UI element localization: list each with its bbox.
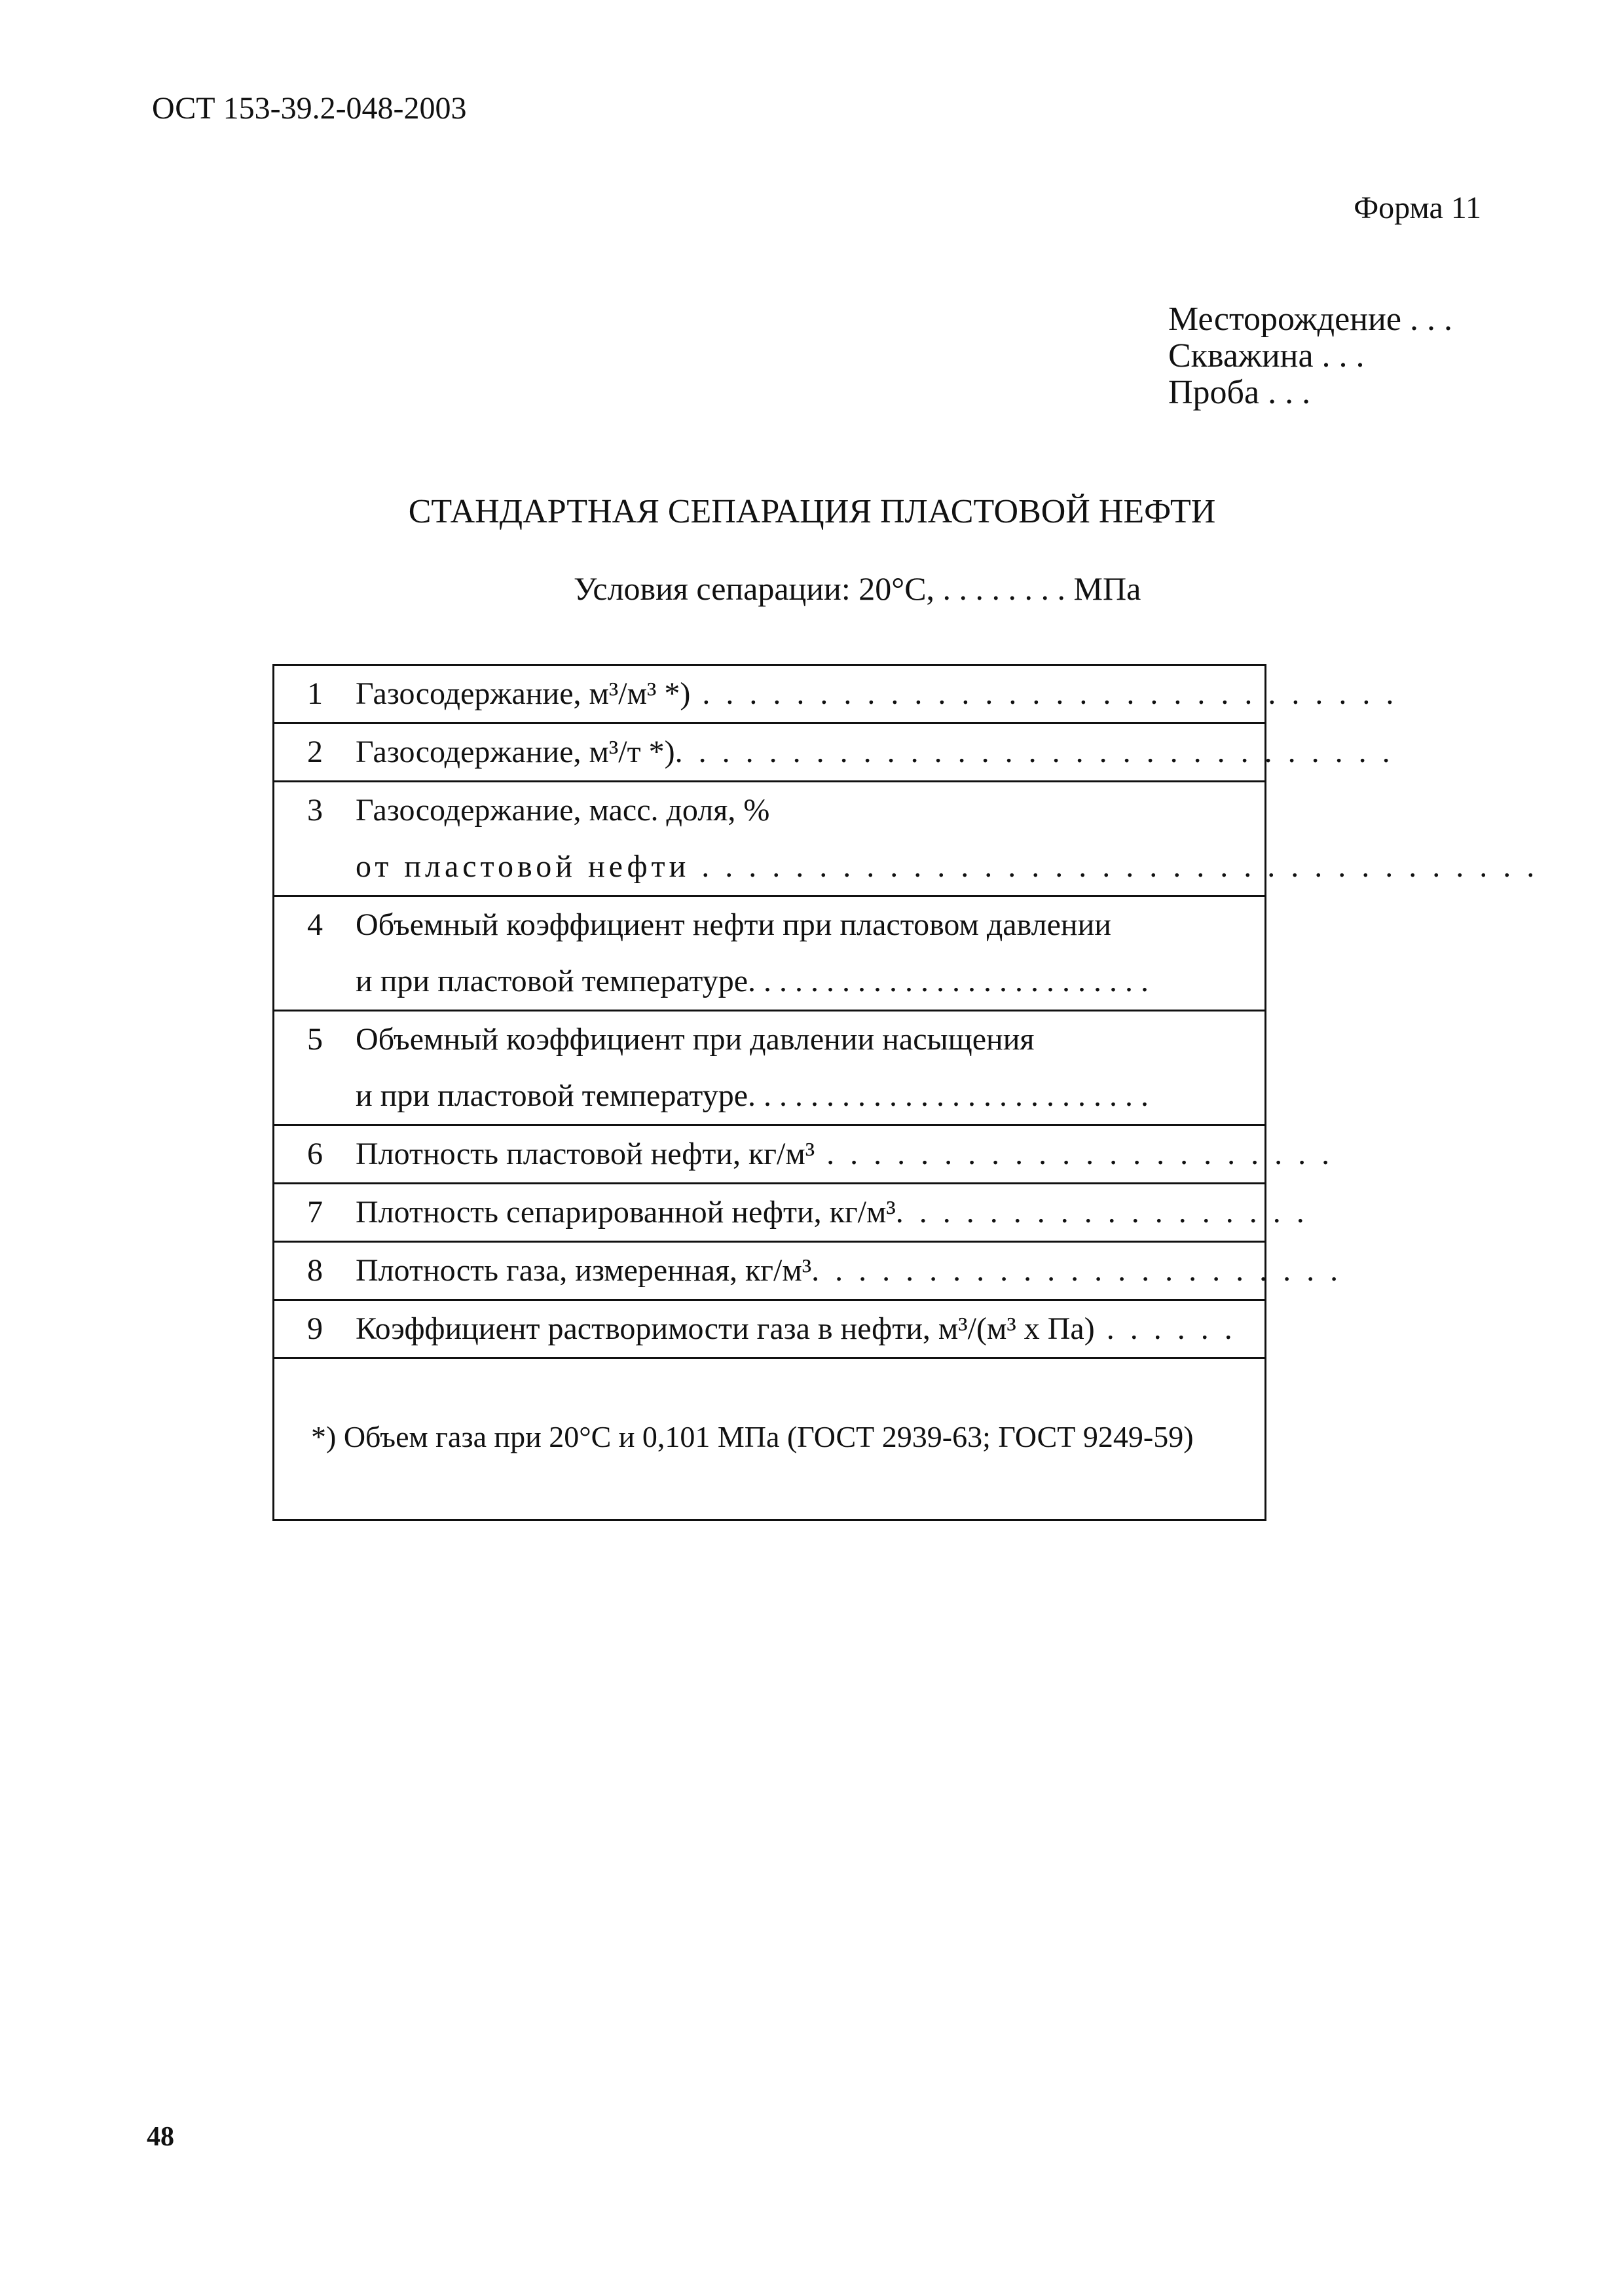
row-label: Коэффициент растворимости газа в нефти, м³/(м³ х Па) (356, 1311, 1095, 1346)
table-row (274, 1126, 1334, 1184)
row-label-continued: и при пластовой температуре. . . . . . . . . . . . . . . . . . . . . . . . . . (356, 1078, 1149, 1113)
row-label: Объемный коэффициент нефти при пластовом давлении (356, 907, 1111, 942)
row-text (356, 1011, 1264, 1124)
table-row (274, 1184, 1308, 1243)
form-label: Форма 11 (1354, 191, 1481, 225)
row-dots: . . . . . . . . . . . . . . . . . . . . . . (815, 1137, 1334, 1171)
page-number: 48 (147, 2122, 174, 2152)
table-row (274, 1011, 1264, 1126)
footnote-cell (274, 1359, 1264, 1519)
row-label-continued: и при пластовой температуре. . . . . . . . . . . . . . . . . . . . . . . . . . (356, 964, 1149, 998)
row-label: Объемный коэффициент при давлении насыщения (356, 1022, 1035, 1057)
row-label-continued: от пластовой нефти . . . . . . . . . . . . . . . . . . . . . . . . . . . . . . . . . . . . (356, 849, 1539, 884)
row-dots: . . . . . . . . . . . . . . . . . . . . . . . (811, 1253, 1342, 1288)
row-dots: . . . . . . . . . . . . . . . . . . . . . . . . . . . . . . (690, 676, 1398, 711)
field-well: Скважина . . . (1168, 337, 1365, 374)
row-label: Газосодержание, м³/т *) (356, 735, 675, 769)
row-number: 6 (307, 1137, 323, 1171)
sample-fields (1168, 301, 1452, 411)
row-number: 2 (307, 735, 323, 769)
row-label: Плотность пластовой нефти, кг/м³ (356, 1137, 815, 1171)
table-row (274, 1301, 1264, 1359)
row-label: Плотность сепарированной нефти, кг/м³ (356, 1195, 896, 1230)
document-code: ОСТ 153-39.2-048-2003 (152, 91, 467, 126)
row-label: Плотность газа, измеренная, кг/м³ (356, 1253, 812, 1288)
footnote: *) Объем газа при 20°С и 0,101 МПа (ГОСТ 2939-63; ГОСТ 9249-59) (311, 1420, 1194, 1453)
page-title: СТАНДАРТНАЯ СЕПАРАЦИЯ ПЛАСТОВОЙ НЕФТИ (408, 493, 1216, 530)
row-label: Газосодержание, м³/м³ *) (356, 676, 691, 711)
table-row (274, 1243, 1342, 1301)
row-text (356, 1184, 1335, 1241)
row-number: 8 (307, 1253, 323, 1288)
row-dots: . . . . . . . . . . . . . . . . . . . . . . . . . . . . . . . (674, 735, 1394, 769)
row-text (356, 1243, 1368, 1299)
row-text (356, 897, 1264, 1010)
row-number: 4 (307, 907, 323, 942)
table-row (274, 666, 1398, 724)
table-row (274, 782, 1539, 897)
row-text (356, 1126, 1359, 1182)
row-text (356, 724, 1420, 780)
table-row (274, 897, 1264, 1011)
row-text (356, 1301, 1264, 1357)
row-text (356, 666, 1424, 722)
separation-conditions: Условия сепарации: 20°С, . . . . . . . . МПа (574, 570, 1141, 607)
row-dots: . . . . . . . . . . . . . . . . . . (895, 1195, 1308, 1230)
row-number: 7 (307, 1195, 323, 1230)
row-number: 5 (307, 1022, 323, 1057)
field-deposit: Месторождение . . . (1168, 301, 1452, 338)
table-row (274, 724, 1394, 782)
row-number: 1 (307, 676, 323, 711)
row-number: 9 (307, 1311, 323, 1346)
row-number: 3 (307, 793, 323, 828)
field-sample: Проба . . . (1168, 374, 1311, 411)
row-text (356, 782, 1564, 895)
row-label: Газосодержание, масс. доля, % (356, 793, 770, 828)
row-dots: . . . . . . (1094, 1311, 1236, 1346)
parameters-table (272, 664, 1539, 1521)
